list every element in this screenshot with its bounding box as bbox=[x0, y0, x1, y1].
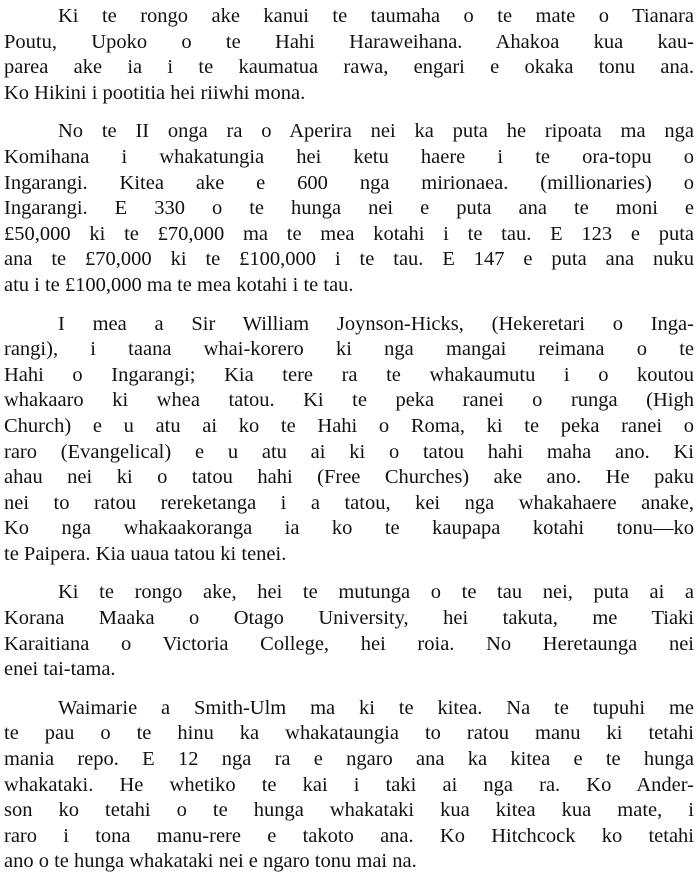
text-line: Ki te rongo ake kanui te taumaha o te mate o Tianara bbox=[58, 5, 694, 27]
text-line: I mea a Sir William Joynson-Hicks, (Hekeretari o Inga- bbox=[58, 312, 694, 335]
text-line: raro (Evangelical) e u atu ai ki o tatou hahi maha ano. Ki bbox=[4, 440, 694, 463]
text-line: Ingarangi. E 330 o te hunga nei e puta ana te moni e bbox=[4, 197, 694, 220]
paragraph-joynson-hicks bbox=[4, 312, 694, 568]
text-line: mania repo. E 12 nga ra e ngaro ana ka kitea e te hunga bbox=[4, 748, 694, 771]
text-line: atu i te £100,000 ma te mea kotahi i te tau. bbox=[4, 273, 354, 296]
text-line: Komihana i whakatungia hei ketu haere i te ora-topu o bbox=[4, 145, 694, 168]
text-line: Ko nga whakaakoranga ia ko te kaupapa kotahi tonu—ko bbox=[4, 517, 694, 540]
text-line: ano o te hunga whakataki nei e ngaro tonu mai na. bbox=[4, 850, 417, 873]
document-page bbox=[4, 0, 694, 875]
text-line: £50,000 ki te £70,000 ma te mea kotahi i te tau. E 123 e puta bbox=[4, 222, 694, 245]
text-line: son ko tetahi o te hunga whakataki kua kitea kua mate, i bbox=[4, 799, 694, 822]
paragraph-graduates bbox=[4, 580, 694, 682]
text-line: Korana Maaka o Otago University, hei takuta, me Tiaki bbox=[4, 607, 694, 630]
text-line: Ki te rongo ake, hei te mutunga o te tau nei, puta ai a bbox=[58, 581, 694, 604]
paragraph-smith-ulm bbox=[4, 696, 694, 875]
text-line: Ingarangi. Kitea ake e 600 nga mirionaea. (millionaries) o bbox=[4, 171, 694, 194]
paragraph-komihana-report bbox=[4, 119, 694, 298]
text-line: Church) e u atu ai ko te Hahi o Roma, ki te peka ranei o bbox=[4, 414, 694, 437]
text-line: Karaitiana o Victoria College, hei roia. No Heretaunga nei bbox=[4, 632, 694, 655]
text-line: rangi), i taana whai-korero ki nga mangai reimana o te bbox=[4, 338, 694, 361]
text-line: Hahi o Ingarangi; Kia tere ra te whakaumutu i o koutou bbox=[4, 363, 694, 386]
text-line: No te II onga ra o Aperira nei ka puta he ripoata ma nga bbox=[58, 120, 694, 143]
text-line: Waimarie a Smith-Ulm ma ki te kitea. Na te tupuhi me bbox=[58, 696, 694, 719]
text-line: te Paipera. Kia uaua tatou ki tenei. bbox=[4, 542, 287, 565]
text-line: enei tai-tama. bbox=[4, 658, 116, 681]
text-line: parea ake ia i te kaumatua rawa, engari e okaka tonu ana. bbox=[4, 56, 694, 79]
text-line: whakataki. He whetiko te kai i taki ai nga ra. Ko Ander- bbox=[4, 773, 694, 796]
text-line: Poutu, Upoko o te Hahi Haraweihana. Ahakoa kua kau- bbox=[4, 30, 694, 53]
text-line: te pau o te hinu ka whakataungia to ratou manu ki tetahi bbox=[4, 722, 694, 745]
text-line: nei to ratou rereketanga i a tatou, kei nga whakahaere anake, bbox=[4, 491, 694, 514]
text-line: ahau nei ki o tatou hahi (Free Churches) ake ano. He paku bbox=[4, 466, 694, 489]
paragraph-tianara-poutu bbox=[4, 4, 694, 106]
text-line: ana te £70,000 ki te £100,000 i te tau. E 147 e puta ana nuku bbox=[4, 248, 694, 271]
text-line: Ko Hikini i pootitia hei riiwhi mona. bbox=[4, 81, 306, 104]
text-line: whakaaro ki whea tatou. Ki te peka ranei o runga (High bbox=[4, 389, 694, 412]
text-line: raro i tona manu-rere e takoto ana. Ko Hitchcock ko tetahi bbox=[4, 824, 694, 847]
